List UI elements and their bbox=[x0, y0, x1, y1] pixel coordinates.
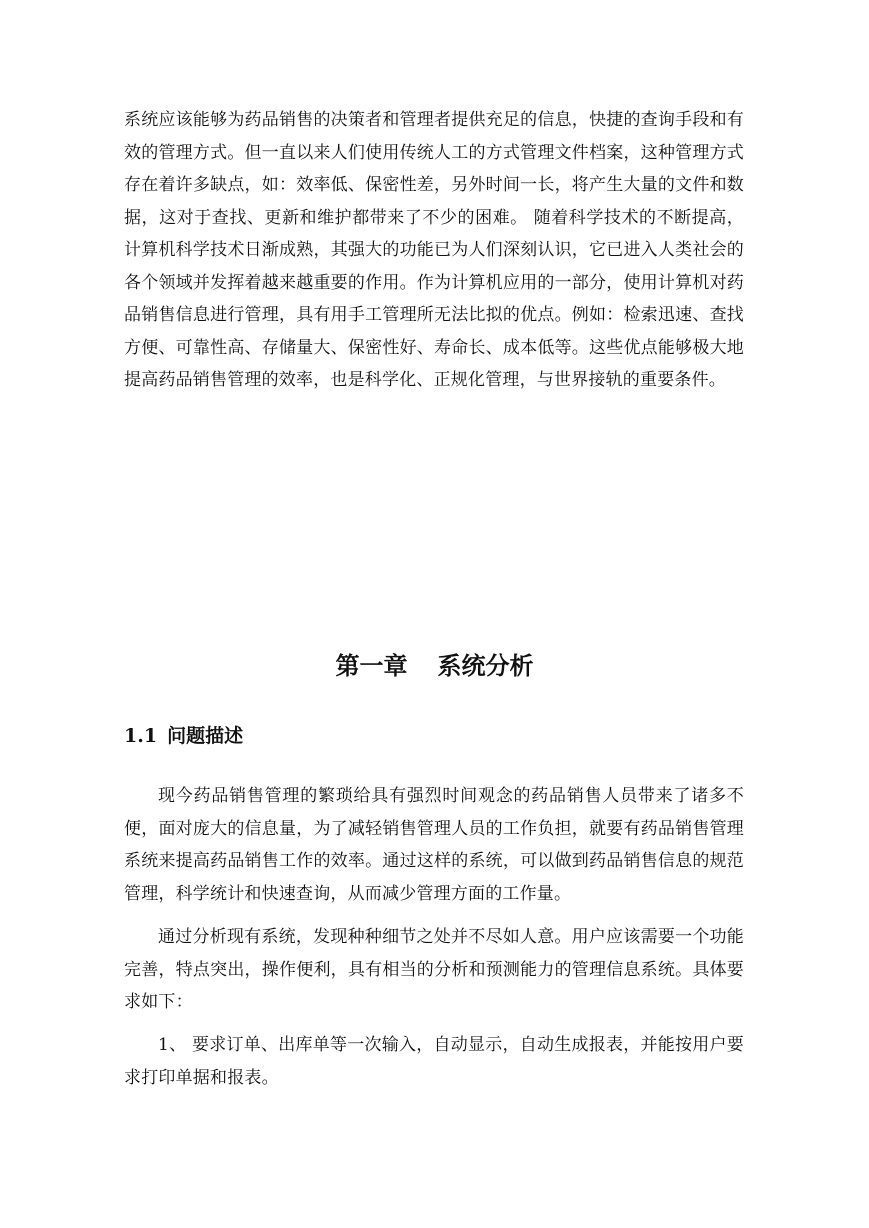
intro-paragraph: 系统应该能够为药品销售的决策者和管理者提供充足的信息，快捷的查询手段和有效的管理方式。但一直以来人们使用传统人工的方式管理文件档案，这种管理方式存在着许多缺点，如：效率低、保密性差，另外时间一长，将产生大量的文件和数据，这对于查找、更新和维护都带来了不少的困难。 随着科学技术的不断提高，计算机科学技术日渐成熟，其强大的功能已为人们深刻认识，它已进入人类社会的各个领域并发挥着越来越重要的作用。作为计算机应用的一部分，使用计算机对药品销售信息进行管理，具有用手工管理所无法比拟的优点。例如：检索迅速、查找方便、可靠性高、存储量大、保密性好、寿命长、成本低等。这些优点能够极大地提高药品销售管理的效率，也是科学化、正规化管理，与世界接轨的重要条件。 bbox=[124, 110, 744, 390]
requirement-list-item-1: 1、 要求订单、出库单等一次输入，自动显示，自动生成报表，并能按用户要求打印单据和报表。 bbox=[124, 1035, 744, 1088]
section-title: 问题描述 bbox=[167, 725, 244, 747]
body-paragraph-1: 现今药品销售管理的繁琐给具有强烈时间观念的药品销售人员带来了诸多不便，面对庞大的信息量，为了减轻销售管理人员的工作负担，就要有药品销售管理系统来提高药品销售工作的效率。通过这样的系统，可以做到药品销售信息的规范管理，科学统计和快速查询，从而减少管理方面的工作量。 bbox=[124, 786, 744, 904]
chapter-number: 第一章 bbox=[335, 652, 408, 680]
chapter-heading bbox=[0, 646, 869, 686]
section-number: 1.1 bbox=[124, 725, 158, 747]
section-heading bbox=[124, 720, 243, 752]
chapter-title: 系统分析 bbox=[437, 652, 534, 680]
body-paragraph-2: 通过分析现有系统，发现种种细节之处并不尽如人意。用户应该需要一个功能完善，特点突出，操作便利，具有相当的分析和预测能力的管理信息系统。具体要求如下： bbox=[124, 927, 744, 1012]
